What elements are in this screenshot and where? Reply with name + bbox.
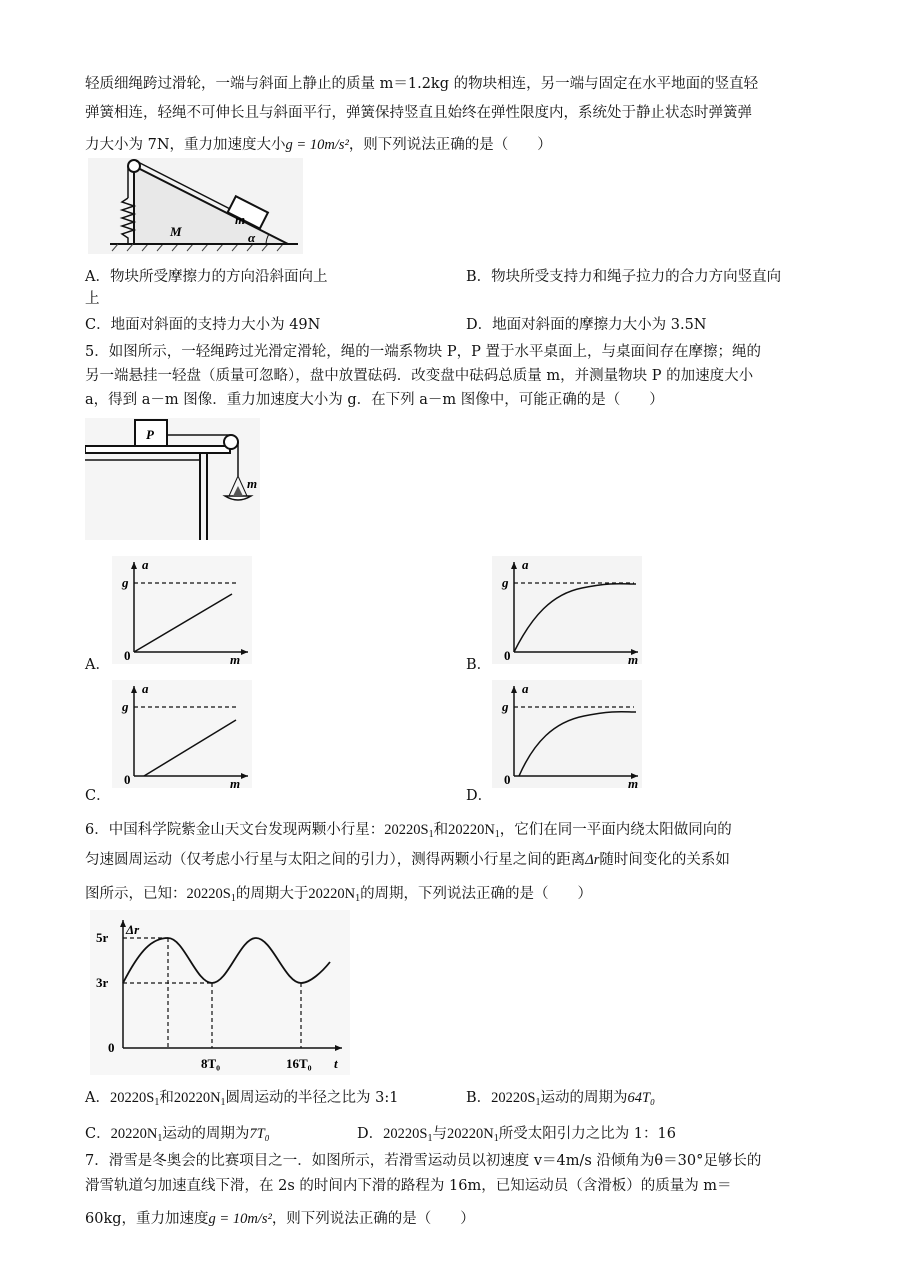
angle-label-alpha: α — [248, 230, 256, 245]
q6-line1: 6．中国科学院紫金山天文台发现两颗小行星：$20220S_1$和$20220N_1$，它们在同一平面内绕太阳做同向的 — [85, 822, 732, 840]
q5-line3: a，得到 a－m 图像．重力加速度大小为 g．在下列 a－m 图像中，可能正确的是（ ） — [85, 392, 664, 408]
q4-line1: 轻质细绳跨过滑轮，一端与斜面上静止的质量 m＝1.2kg 的物块相连，另一端与固定在水平地面的竖直轻 — [85, 76, 759, 92]
graph6-ytick-3r: 3r — [96, 975, 109, 990]
q5-option-b: B． — [466, 657, 492, 673]
block-label-m: m — [235, 212, 246, 227]
graph-b-g-label: g — [502, 575, 509, 590]
q6-s1-name: $20220S_1$ — [384, 822, 434, 840]
weight-label-m: m — [247, 476, 258, 491]
q6-option-b: B．$20220S_1$运动的周期为64T₀ — [466, 1090, 656, 1108]
graph-c-ylabel: a — [142, 681, 149, 696]
graph-a-g-label: g — [122, 575, 129, 590]
graph-c-g-label: g — [122, 699, 129, 714]
q4-g-expr: g = 10m/s² — [285, 137, 349, 153]
graph6-ytick-5r: 5r — [96, 930, 109, 945]
graph-c-xlabel: m — [230, 776, 241, 788]
graph6-xtick-16T0: 16T₀ — [286, 1056, 312, 1071]
q6-dr-symbol: Δr — [585, 852, 600, 868]
graph6-xtick-8T0: 8T₀ — [201, 1056, 221, 1071]
q4-option-b-cont: 上 — [85, 291, 100, 307]
q6-option-a: A．$20220S_1$和$20220N_1$圆周运动的半径之比为 3:1 — [85, 1090, 399, 1108]
q4-option-b: B．物块所受支持力和绳子拉力的合力方向竖直向 — [466, 269, 782, 285]
incline-label-M: M — [170, 224, 182, 239]
q7-g-expr: g = 10m/s² — [208, 1211, 272, 1227]
q6-option-c: C．$20220N_1$运动的周期为7T₀ — [85, 1126, 270, 1144]
q5-line2: 另一端悬挂一轻盘（质量可忽略），盘中放置砝码．改变盘中砝码总质量 m，并测量物块 P 的加速度大小 — [85, 368, 754, 384]
graph-b-origin: 0 — [504, 648, 511, 663]
graph6-xlabel: t — [334, 1056, 338, 1071]
graph-d-g-label: g — [502, 699, 509, 714]
q5-option-c: C． — [85, 788, 111, 804]
graph-a-xlabel: m — [230, 652, 241, 664]
graph6-ylabel: Δr — [126, 922, 140, 937]
table-pulley-figure — [85, 418, 260, 540]
q5-line1: 5．如图所示，一轻绳跨过光滑定滑轮，绳的一端系物块 P，P 置于水平桌面上，与桌面间存在摩擦；绳的 — [85, 344, 761, 360]
q4-option-c: C．地面对斜面的支持力大小为 49N — [85, 317, 321, 333]
block-label-P: P — [146, 427, 154, 442]
q5-option-d: D． — [466, 788, 493, 804]
q4-option-d: D．地面对斜面的摩擦力大小为 3.5N — [466, 317, 707, 333]
q6-n1-name: $20220N_1$ — [448, 822, 500, 840]
q7-line1: 7．滑雪是冬奥会的比赛项目之一．如图所示，若滑雪运动员以初速度 v＝4m/s 沿倾角为θ＝30°足够长的 — [85, 1153, 762, 1169]
q6-line3: 图所示，已知：$20220S_1$的周期大于$20220N_1$的周期，下列说法正确的是（ ） — [85, 886, 593, 904]
q7-line2: 滑雪轨道匀加速直线下滑，在 2s 的时间内下滑的路程为 16m，已知运动员（含滑板）的质量为 m＝ — [85, 1178, 732, 1194]
graph-b-ylabel: a — [522, 557, 529, 572]
graph6-origin: 0 — [108, 1040, 115, 1055]
graph-b-xlabel: m — [628, 652, 639, 664]
graph-c-linear-with-offset — [112, 680, 252, 788]
graph-d-saturating-with-offset — [492, 680, 642, 788]
q6-option-d: D．$20220S_1$与$20220N_1$所受太阳引力之比为 1：16 — [357, 1126, 676, 1144]
delta-r-time-graph — [90, 910, 350, 1075]
graph-d-ylabel: a — [522, 681, 529, 696]
graph-c-origin: 0 — [124, 772, 131, 787]
graph-a-origin: 0 — [124, 648, 131, 663]
graph-d-origin: 0 — [504, 772, 511, 787]
q7-line3: 60kg，重力加速度g = 10m/s²，则下列说法正确的是（ ） — [85, 1211, 475, 1227]
q5-option-a: A． — [85, 657, 110, 673]
incline-spring-figure — [88, 158, 303, 254]
q4-line3: 力大小为 7N，重力加速度大小g = 10m/s²，则下列说法正确的是（ ） — [85, 137, 552, 153]
graph-a-linear-from-origin — [112, 556, 252, 664]
graph-d-xlabel: m — [628, 776, 639, 788]
graph-a-ylabel: a — [142, 557, 149, 572]
graph-b-saturating-from-origin — [492, 556, 642, 664]
q4-option-a: A．物块所受摩擦力的方向沿斜面向上 — [85, 269, 328, 285]
q6-line2: 匀速圆周运动（仅考虑小行星与太阳之间的引力），测得两颗小行星之间的距离Δr随时间变化的关系如 — [85, 852, 730, 868]
q4-line2: 弹簧相连，轻绳不可伸长且与斜面平行，弹簧保持竖直且始终在弹性限度内，系统处于静止状态时弹簧弹 — [85, 105, 752, 121]
